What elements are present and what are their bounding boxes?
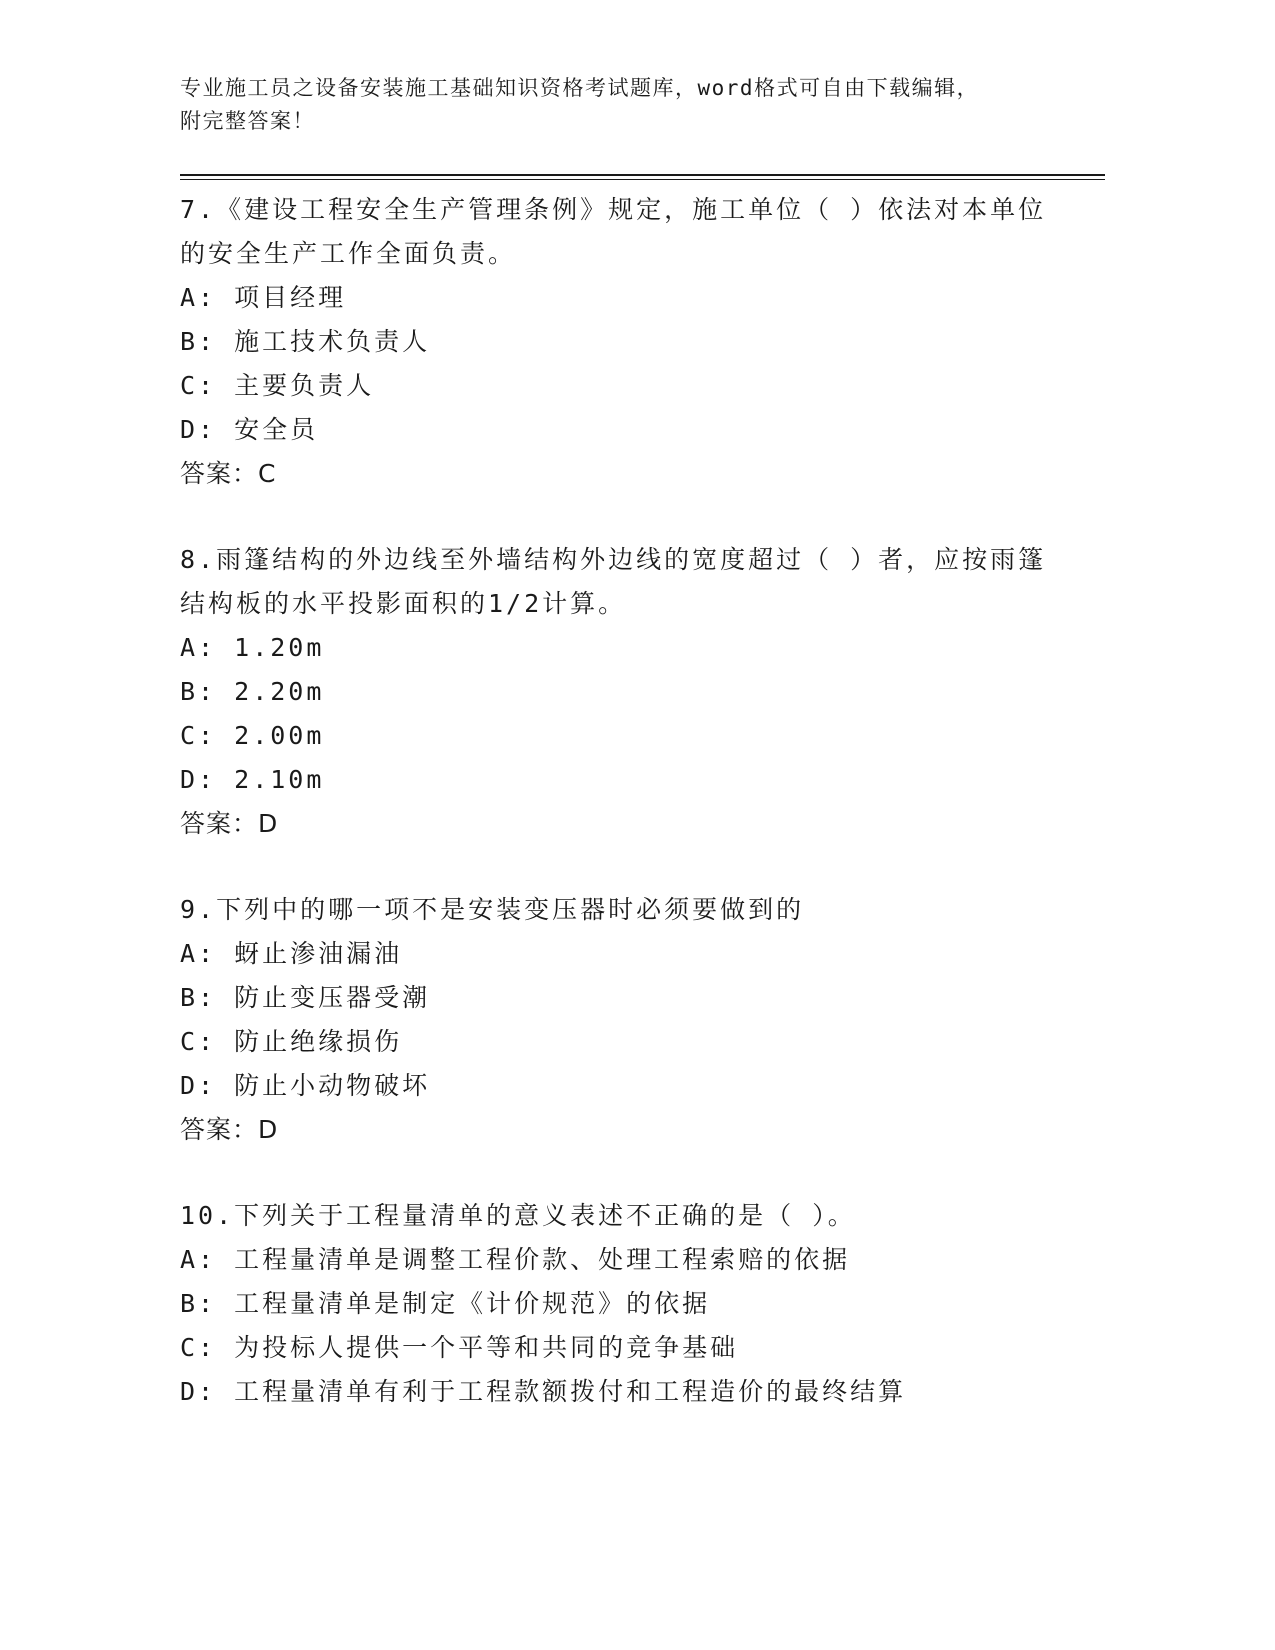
question-9 xyxy=(180,888,1080,1152)
question-spacer xyxy=(180,496,1080,538)
option-b: B: 防止变压器受潮 xyxy=(180,983,431,1012)
answer-label: 答案：D xyxy=(180,809,279,838)
option-a: A: 工程量清单是调整工程价款、处理工程索赔的依据 xyxy=(180,1245,851,1274)
question-7 xyxy=(180,188,1080,496)
question-stem-line: 8.雨篷结构的外边线至外墙结构外边线的宽度超过（ ）者，应按雨篷 xyxy=(180,545,1047,574)
option-c: C: 主要负责人 xyxy=(180,371,375,400)
header-divider-thick xyxy=(180,174,1105,176)
answer-label: 答案：C xyxy=(180,459,277,488)
question-stem-line: 的安全生产工作全面负责。 xyxy=(180,239,517,268)
question-list xyxy=(180,188,1080,1414)
header-divider-thin xyxy=(180,179,1105,180)
option-c: C: 2.00m xyxy=(180,721,325,750)
question-stem-line: 结构板的水平投影面积的1/2计算。 xyxy=(180,589,627,618)
option-d: D: 工程量清单有利于工程款额拨付和工程造价的最终结算 xyxy=(180,1377,907,1406)
answer-label: 答案：D xyxy=(180,1115,279,1144)
option-a: A: 蚜止渗油漏油 xyxy=(180,939,403,968)
option-b: B: 2.20m xyxy=(180,677,325,706)
option-d: D: 防止小动物破坏 xyxy=(180,1071,431,1100)
option-b: B: 施工技术负责人 xyxy=(180,327,431,356)
option-d: D: 2.10m xyxy=(180,765,325,794)
question-8 xyxy=(180,538,1080,846)
document-header xyxy=(180,72,1060,138)
question-spacer xyxy=(180,846,1080,888)
option-c: C: 为投标人提供一个平等和共同的竞争基础 xyxy=(180,1333,739,1362)
question-10 xyxy=(180,1194,1080,1414)
question-stem-line: 7.《建设工程安全生产管理条例》规定，施工单位（ ）依法对本单位 xyxy=(180,195,1047,224)
question-stem-line: 9.下列中的哪一项不是安装变压器时必须要做到的 xyxy=(180,895,805,924)
option-a: A: 1.20m xyxy=(180,633,325,662)
header-line-2: 附完整答案！ xyxy=(180,109,315,133)
question-stem-line: 10.下列关于工程量清单的意义表述不正确的是（ ）。 xyxy=(180,1201,856,1230)
option-d: D: 安全员 xyxy=(180,415,319,444)
option-c: C: 防止绝缘损伤 xyxy=(180,1027,403,1056)
option-b: B: 工程量清单是制定《计价规范》的依据 xyxy=(180,1289,711,1318)
question-spacer xyxy=(180,1152,1080,1194)
header-line-1: 专业施工员之设备安装施工基础知识资格考试题库，word格式可自由下载编辑， xyxy=(180,76,980,100)
option-a: A: 项目经理 xyxy=(180,283,347,312)
